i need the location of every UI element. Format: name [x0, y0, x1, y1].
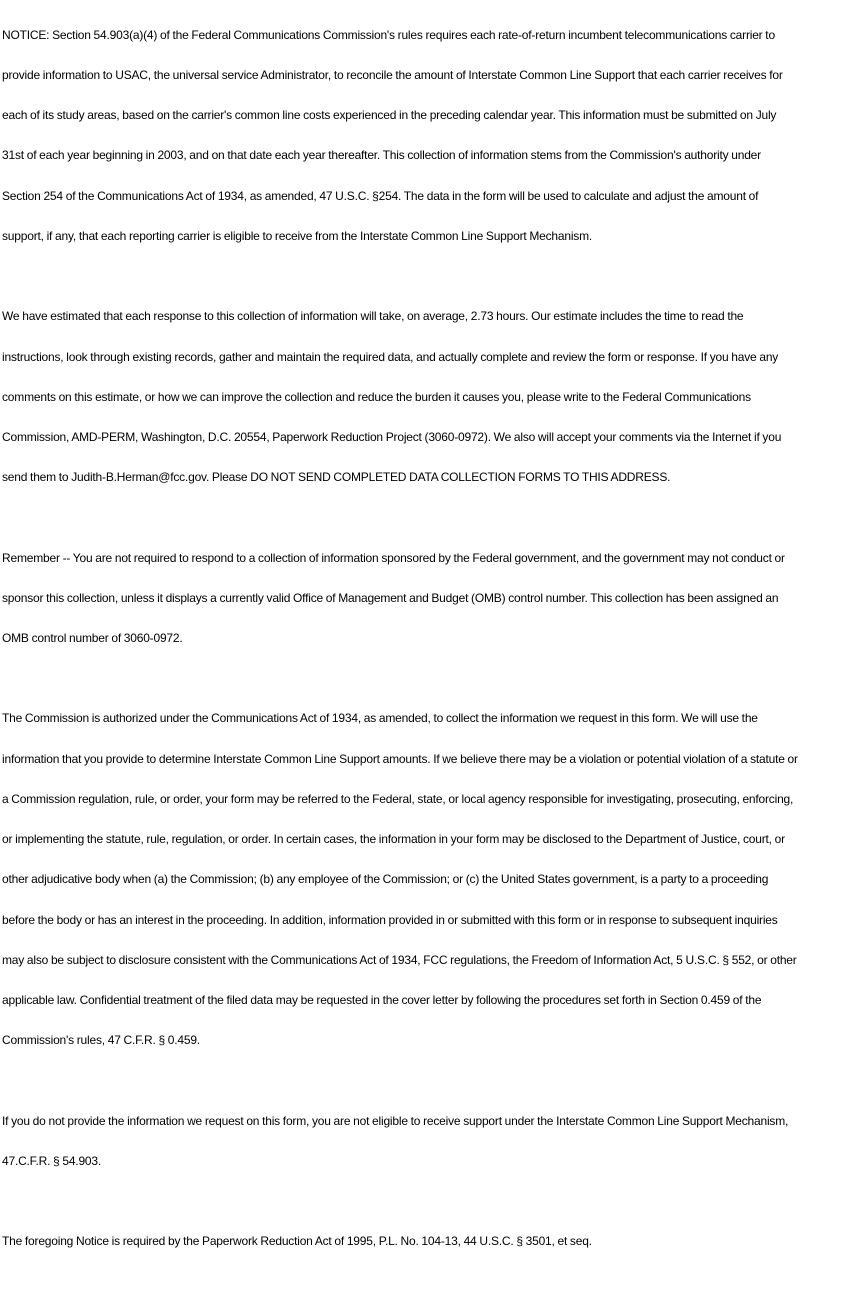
notice-paragraph-privacy — [2, 686, 844, 1075]
text-line: a Commission regulation, rule, or order, your form may be referred to the Federal, state, or local agency responsible for investigating, prosecuting, enforcing, — [2, 791, 794, 806]
text-line: If you do not provide the information we request on this form, you are not eligible to receive support under the Interstate Common Line Support Mechanism, — [2, 1113, 789, 1128]
paperwork-notice — [2, 2, 844, 1289]
notice-paragraph-eligibility — [2, 1088, 844, 1195]
notice-paragraph-omb-control — [2, 525, 844, 672]
text-line: We have estimated that each response to this collection of information will take, on average, 2.73 hours. Our estimate includes the time to read the — [2, 309, 744, 324]
text-line: Remember -- You are not required to respond to a collection of information sponsored by the Federal government, and the government may not conduct or — [2, 550, 785, 565]
text-line: The Commission is authorized under the Communications Act of 1934, as amended, to collect the information we request in this form. We will use the — [2, 711, 758, 726]
text-line: may also be subject to disclosure consistent with the Communications Act of 1934, FCC regulations, the Freedom of Information Act, 5 U.S.C. § 552, or other — [2, 952, 797, 967]
text-line: applicable law. Confidential treatment of the filed data may be requested in the cover letter by following the procedures set forth in Section 0.459 of the — [2, 993, 762, 1008]
notice-paragraph-burden-estimate — [2, 284, 844, 512]
text-line: 47.C.F.R. § 54.903. — [2, 1153, 101, 1168]
text-line: Commission, AMD-PERM, Washington, D.C. 20554, Paperwork Reduction Project (3060-0972). We also will accept your comments via the Internet if you — [2, 429, 782, 444]
text-line: OMB control number of 3060-0972. — [2, 631, 183, 646]
notice-paragraph-pra-citation — [2, 1208, 844, 1275]
text-line: provide information to USAC, the universal service Administrator, to reconcile the amount of Interstate Common Line Support that each carrier receives for — [2, 68, 783, 83]
notice-paragraph-authority — [2, 2, 844, 270]
text-line: The foregoing Notice is required by the Paperwork Reduction Act of 1995, P.L. No. 104-13, 44 U.S.C. § 3501, et seq. — [2, 1234, 592, 1249]
text-line: sponsor this collection, unless it displays a currently valid Office of Management and Budget (OMB) control number. This collection has been assigned an — [2, 590, 779, 605]
text-line: NOTICE: Section 54.903(a)(4) of the Federal Communications Commission's rules requires each rate-of-return incumbent telecommunications carrier to — [2, 27, 775, 42]
text-line: or implementing the statute, rule, regulation, or order. In certain cases, the information in your form may be disclosed to the Department of Justice, court, or — [2, 832, 785, 847]
text-line: support, if any, that each reporting carrier is eligible to receive from the Interstate Common Line Support Mechanism. — [2, 228, 593, 243]
text-line: comments on this estimate, or how we can improve the collection and reduce the burden it causes you, please write to the Federal Communications — [2, 389, 751, 404]
text-line: each of its study areas, based on the carrier's common line costs experienced in the preceding calendar year. This information must be submitted on July — [2, 108, 777, 123]
text-line: Section 254 of the Communications Act of 1934, as amended, 47 U.S.C. §254. The data in the form will be used to calculate and adjust the amount of — [2, 188, 759, 203]
text-line: information that you provide to determine Interstate Common Line Support amounts. If we believe there may be a violation or potential violation of a statute or — [2, 751, 798, 766]
text-line: Commission's rules, 47 C.F.R. § 0.459. — [2, 1033, 200, 1048]
text-line: send them to Judith-B.Herman@fcc.gov. Please DO NOT SEND COMPLETED DATA COLLECTION FORMS TO THIS ADDRESS. — [2, 470, 671, 485]
text-line: other adjudicative body when (a) the Commission; (b) any employee of the Commission; or (c) the United States government, is a party to a proceeding — [2, 872, 769, 887]
text-line: instructions, look through existing records, gather and maintain the required data, and actually complete and review the form or response. If you have any — [2, 349, 779, 364]
text-line: 31st of each year beginning in 2003, and on that date each year thereafter. This collection of information stems from the Commission's authority under — [2, 148, 761, 163]
text-line: before the body or has an interest in the proceeding. In addition, information provided in or submitted with this form or in response to subsequent inquiries — [2, 912, 778, 927]
